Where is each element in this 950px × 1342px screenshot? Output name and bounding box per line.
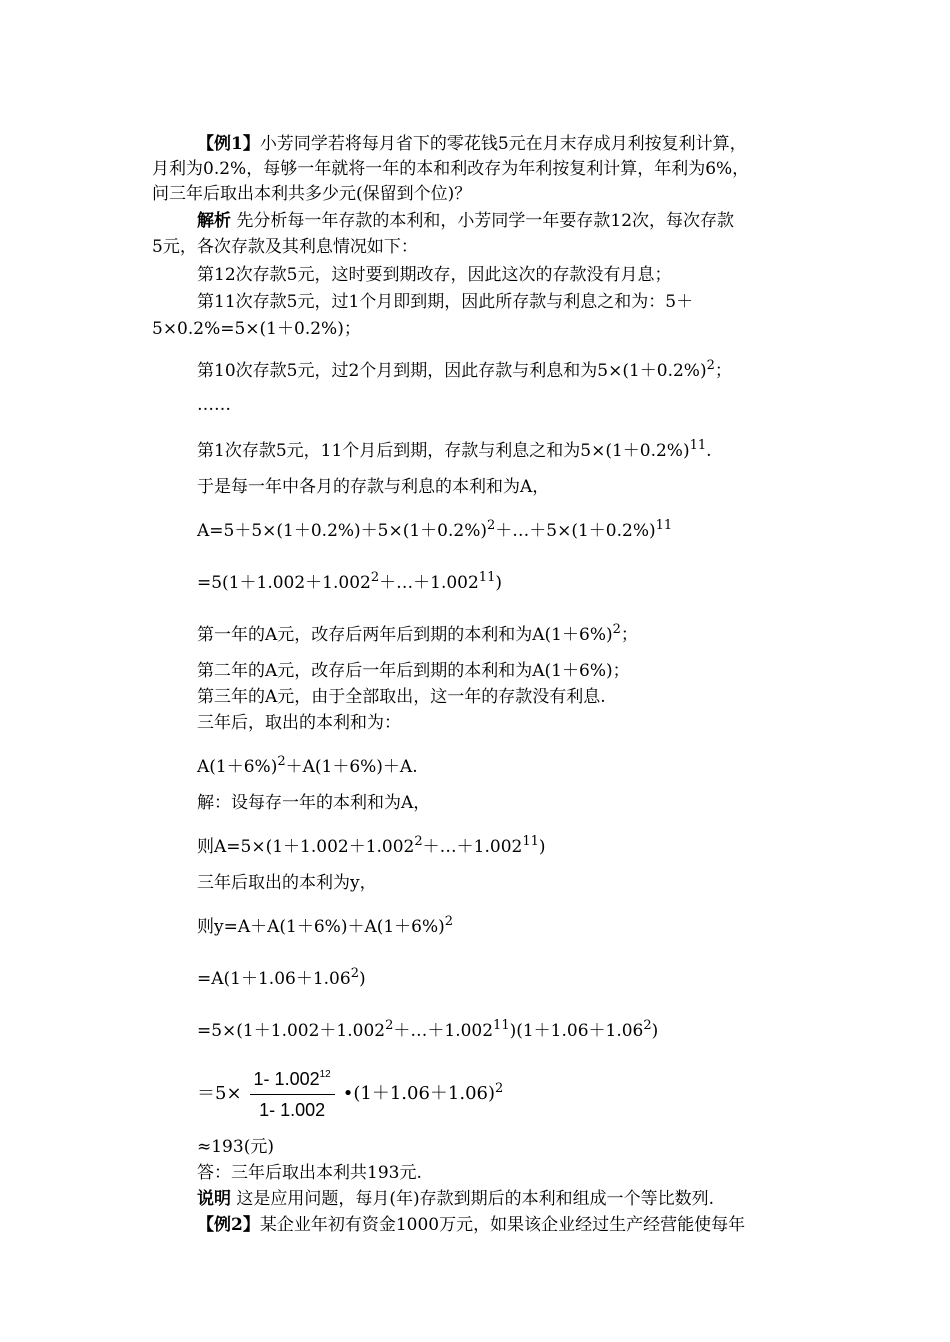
fraction-denominator: 1- 1.002 bbox=[259, 1099, 326, 1120]
eq1-exp1: 2 bbox=[414, 834, 423, 849]
eq4-exp1: 2 bbox=[385, 1018, 394, 1033]
eq5-exp: 2 bbox=[495, 1081, 504, 1096]
eq2-exp: 2 bbox=[444, 914, 454, 929]
example2-text: 某企业年初有资金1000万元，如果该企业经过生产经营能使每年 bbox=[259, 1215, 746, 1235]
equation-B bbox=[197, 572, 502, 594]
after-line: 三年后，取出的本利和为： bbox=[197, 713, 401, 733]
eqA-part2: ＋…＋5×(1＋0.2%) bbox=[495, 521, 656, 541]
year1-line bbox=[197, 624, 638, 646]
numerator-exp: 12 bbox=[319, 1068, 331, 1080]
analysis-line4: 第11次存款5元，过1个月即到期，因此所存款与利息之和为：5＋ bbox=[197, 292, 694, 312]
eq4-part2: ＋…＋1.002 bbox=[393, 1021, 494, 1041]
example1-tag: 【例1】 bbox=[197, 134, 260, 154]
eqB-part3: ) bbox=[495, 573, 502, 593]
note-label: 说明 bbox=[197, 1189, 231, 1209]
year1-punct: ； bbox=[620, 625, 638, 645]
eqB-exp2: 11 bbox=[478, 570, 496, 585]
eq1-part1: 则A=5×(1＋1.002＋1.002 bbox=[197, 837, 415, 857]
eq4-exp3: 2 bbox=[643, 1018, 652, 1033]
year3-line: 第三年的A元，由于全部取出，这一年的存款没有利息. bbox=[197, 687, 606, 707]
eq1-part2: ＋…＋1.002 bbox=[422, 837, 523, 857]
line6-exponent: 2 bbox=[706, 358, 715, 373]
eq4-part3: )(1＋1.06＋1.06 bbox=[509, 1021, 644, 1041]
solution-eq2 bbox=[197, 916, 453, 938]
sum-line bbox=[197, 756, 418, 778]
answer-line: 答：三年后取出本利共193元. bbox=[197, 1163, 422, 1183]
fraction bbox=[250, 1067, 335, 1122]
eq5-prefix: ＝5× bbox=[197, 1083, 242, 1104]
year1-exp: 2 bbox=[612, 622, 621, 637]
line7-punct: . bbox=[706, 441, 712, 461]
analysis-dots: …… bbox=[197, 395, 231, 415]
example1-line1 bbox=[197, 133, 747, 155]
solution-eq3 bbox=[197, 968, 366, 990]
sum-part1: A(1＋6%) bbox=[197, 757, 278, 777]
analysis-label: 解析 bbox=[197, 211, 231, 231]
eqA-exp2: 11 bbox=[655, 518, 673, 533]
eqA-exp1: 2 bbox=[487, 518, 496, 533]
note-text: 这是应用问题，每月(年)存款到期后的本利和组成一个等比数列. bbox=[236, 1189, 715, 1209]
solution-line1: 解：设每存一年的本利和为A， bbox=[197, 793, 431, 813]
eqB-exp1: 2 bbox=[370, 570, 380, 585]
equation-A bbox=[197, 520, 672, 542]
solution-eq1 bbox=[197, 836, 546, 858]
note-line bbox=[197, 1188, 714, 1210]
line7-text: 第1次存款5元，11个月后到期，存款与利息之和为5×(1＋0.2%) bbox=[197, 441, 690, 461]
analysis-line5: 5×0.2%=5×(1＋0.2%)； bbox=[152, 319, 361, 339]
approx-line: ≈193(元) bbox=[197, 1137, 274, 1157]
numerator-text: 1- 1.002 bbox=[253, 1068, 320, 1089]
example2-tag: 【例2】 bbox=[197, 1215, 260, 1235]
eqA-part1: A=5＋5×(1＋0.2%)＋5×(1＋0.2%) bbox=[197, 521, 487, 541]
analysis-line6 bbox=[197, 360, 732, 382]
analysis-line3: 第12次存款5元，这时要到期改存，因此这次的存款没有月息； bbox=[197, 265, 672, 285]
analysis-line1 bbox=[197, 210, 734, 232]
line7-exponent: 11 bbox=[689, 438, 707, 453]
solution-line2: 三年后取出的本利为y， bbox=[197, 873, 377, 893]
analysis-text-1: 先分析每一年存款的本利和，小芳同学一年要存款12次，每次存款 bbox=[236, 211, 735, 231]
line6-punct: ； bbox=[714, 361, 732, 381]
analysis-line7 bbox=[197, 440, 712, 462]
sum-part2: ＋A(1＋6%)＋A. bbox=[285, 757, 418, 777]
eq1-exp2: 11 bbox=[522, 834, 539, 849]
eq4-part1: =5×(1＋1.002＋1.002 bbox=[197, 1021, 386, 1041]
example1-line3: 问三年后取出本利共多少元(保留到个位)？ bbox=[152, 184, 472, 204]
eq3-part2: ) bbox=[358, 969, 366, 989]
solution-eq5-fraction bbox=[197, 1066, 503, 1122]
eqB-part2: ＋…＋1.002 bbox=[379, 573, 479, 593]
eq3-exp: 2 bbox=[350, 966, 359, 981]
eq4-exp2: 11 bbox=[493, 1018, 510, 1033]
sum-exp: 2 bbox=[277, 754, 286, 769]
eq2-part1: 则y=A＋A(1＋6%)＋A(1＋6%) bbox=[197, 917, 445, 937]
fraction-numerator bbox=[250, 1067, 335, 1095]
solution-eq4 bbox=[197, 1020, 658, 1042]
year2-line: 第二年的A元，改存后一年后到期的本利和为A(1＋6%)； bbox=[197, 661, 630, 681]
eq3-part1: =A(1＋1.06＋1.06 bbox=[197, 969, 351, 989]
example1-line2: 月利为0.2%，每够一年就将一年的本和利改存为年利按复利计算，年利为6%， bbox=[152, 159, 750, 179]
eqB-part1: =5(1＋1.002＋1.002 bbox=[197, 573, 371, 593]
eq1-part3: ) bbox=[538, 837, 546, 857]
line6-text: 第10次存款5元，过2个月到期，因此存款与利息和为5×(1＋0.2%) bbox=[197, 361, 707, 381]
eq4-part4: ) bbox=[651, 1021, 659, 1041]
analysis-line8: 于是每一年中各月的存款与利息的本利和为A， bbox=[197, 477, 550, 497]
example1-question-1: 小芳同学若将每月省下的零花钱5元在月末存成月利按复利计算， bbox=[259, 134, 747, 154]
year1-text: 第一年的A元，改存后两年后到期的本利和为A(1＋6%) bbox=[197, 625, 613, 645]
eq5-suffix: •(1＋1.06＋1.06) bbox=[342, 1083, 496, 1104]
analysis-line2: 5元，各次存款及其利息情况如下： bbox=[152, 237, 418, 257]
example2-line bbox=[197, 1214, 745, 1236]
